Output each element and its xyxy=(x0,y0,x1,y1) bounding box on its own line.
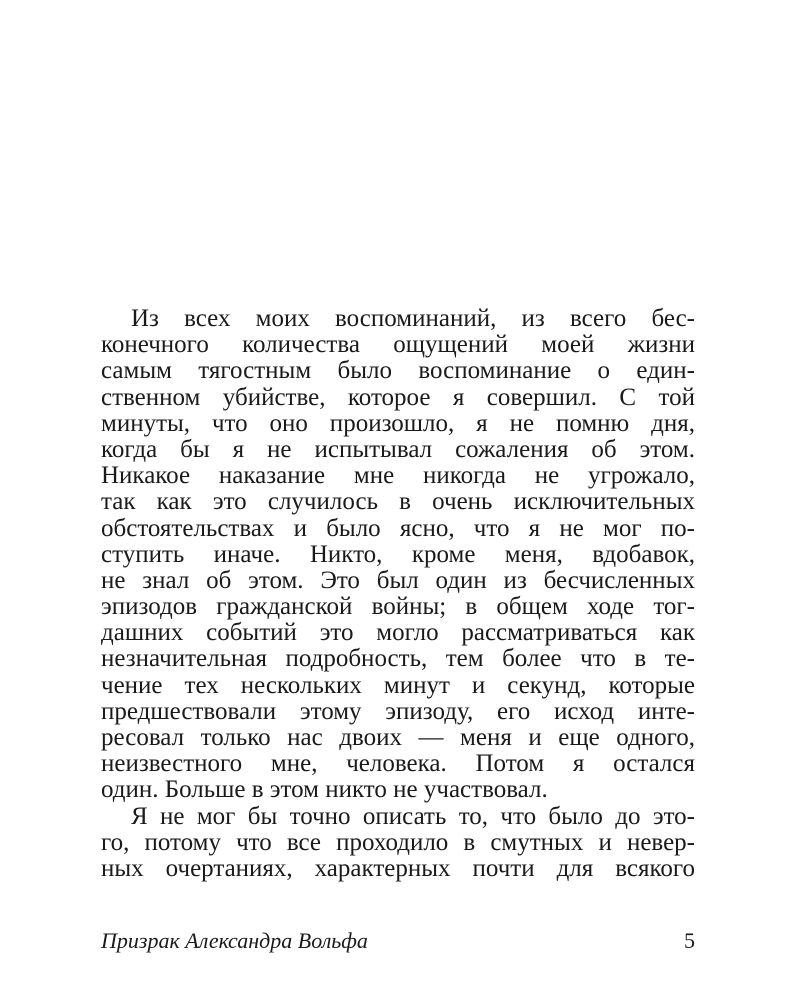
text-line: Я не мог бы точно описать то, что было до это- xyxy=(131,803,695,830)
text-line: один. Больше в этом никто не участвовал. xyxy=(101,777,548,804)
text-line: Из всех моих воспоминаний, из всего бес- xyxy=(131,306,695,332)
text-line: чение тех нескольких минут и секунд, которые xyxy=(101,672,695,699)
text-line: конечного количества ощущений моей жизни xyxy=(101,332,695,359)
page-number: 5 xyxy=(684,928,695,953)
text-line: ресовал только нас двоих — меня и еще одного, xyxy=(101,725,695,751)
body-text xyxy=(101,306,695,882)
text-line: когда бы я не испытывал сожаления об этом. xyxy=(101,436,695,463)
text-line: обстоятельствах и было ясно, что я не мог по- xyxy=(101,515,695,542)
text-line: так как это случилось в очень исключительных xyxy=(101,489,695,516)
text-line: минуты, что оно произошло, я не помню дня, xyxy=(101,410,695,437)
text-line: неизвестного мне, человека. Потом я остался xyxy=(101,751,695,778)
running-title: Призрак Александра Вольфа xyxy=(101,928,368,953)
page-footer xyxy=(101,927,695,955)
text-line: дашних событий это могло рассматриваться как xyxy=(101,620,695,647)
text-line: самым тягостным было воспоминание о един- xyxy=(101,358,695,385)
text-line: не знал об этом. Это был один из бесчисленных xyxy=(101,567,695,594)
text-line: предшествовали этому эпизоду, его исход инте- xyxy=(101,698,695,725)
text-line: го, потому что все проходило в смутных и невер- xyxy=(101,829,695,856)
text-line: ственном убийстве, которое я совершил. С той xyxy=(101,384,695,411)
text-line: незначительная подробность, тем более что в те- xyxy=(101,646,695,673)
text-line: ных очертаниях, характерных почти для всякого xyxy=(101,855,695,882)
text-line: ступить иначе. Никто, кроме меня, вдобавок, xyxy=(101,541,695,568)
text-line: эпизодов гражданской войны; в общем ходе тог- xyxy=(101,594,695,621)
text-line: Никакое наказание мне никогда не угрожало, xyxy=(101,463,695,490)
